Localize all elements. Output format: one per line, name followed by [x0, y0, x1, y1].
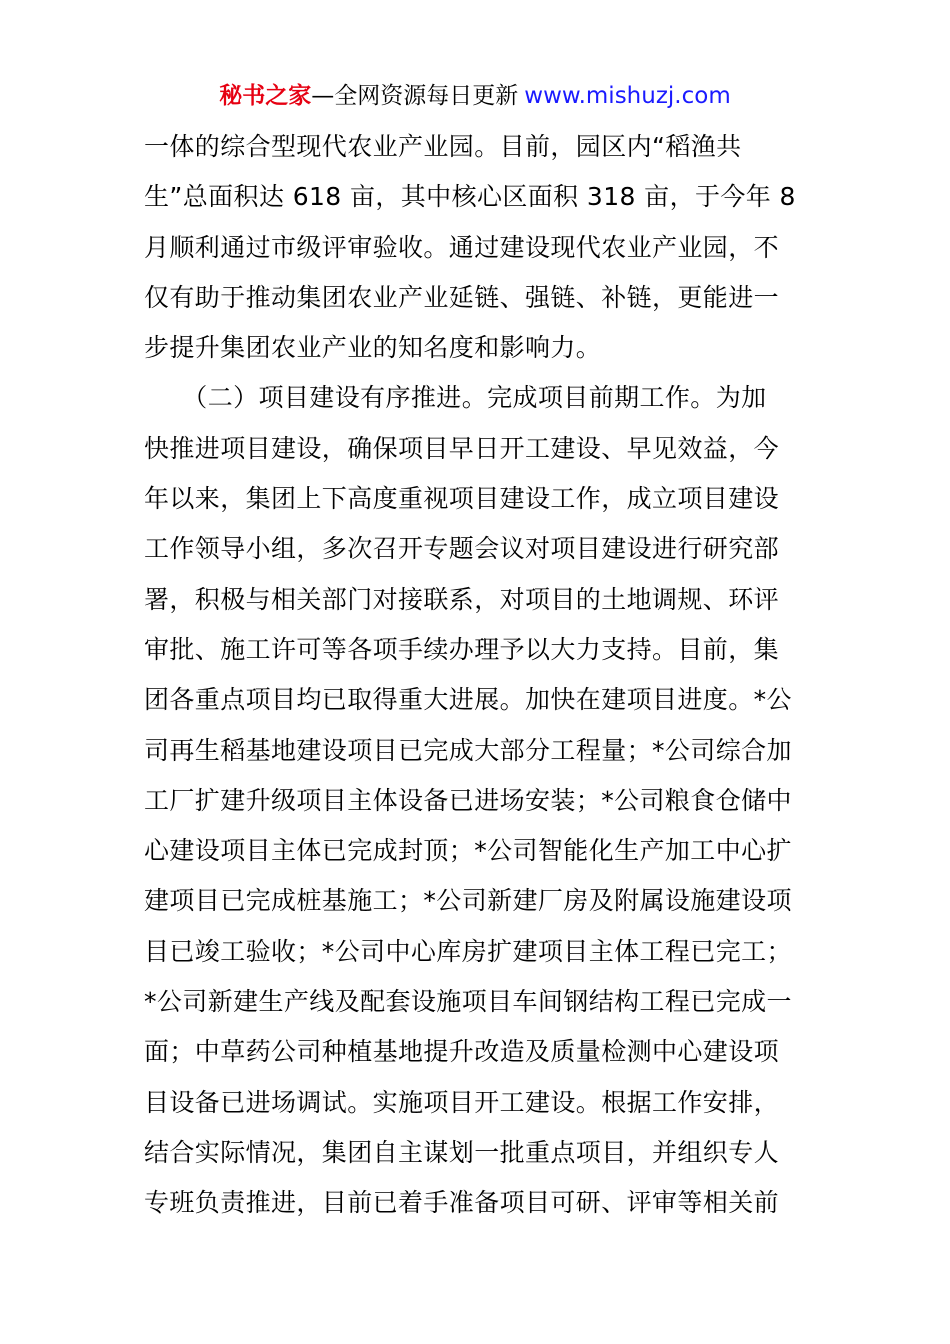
text-line: 团各重点项目均已取得重大进展。加快在建项目进度。*公 — [144, 685, 792, 715]
text-line: 署，积极与相关部门对接联系，对项目的土地调规、环评 — [144, 584, 780, 614]
text-line: 快推进项目建设，确保项目早日开工建设、早见效益，今 — [144, 433, 780, 463]
text-line: 结合实际情况，集团自主谋划一批重点项目，并组织专人 — [144, 1137, 780, 1167]
text-line: *公司新建生产线及配套设施项目车间钢结构工程已完成一 — [144, 987, 792, 1017]
text-line: 工作领导小组，多次召开专题会议对项目建设进行研究部 — [144, 534, 780, 564]
text-line: 仅有助于推动集团农业产业延链、强链、补链，更能进一 — [144, 282, 780, 312]
text-line: 一体的综合型现代农业产业园。目前，园区内“稻渔共 — [144, 132, 742, 161]
site-url-link[interactable]: www.mishuzj.com — [524, 83, 731, 109]
site-brand: 秘书之家 — [219, 83, 312, 109]
text-line: 生”总面积达 618 亩，其中核心区面积 318 亩，于今年 8 — [144, 182, 796, 212]
text-line: 步提升集团农业产业的知名度和影响力。 — [144, 333, 602, 363]
text-line: 面；中草药公司种植基地提升改造及质量检测中心建设项 — [144, 1037, 780, 1067]
text-line: 工厂扩建升级项目主体设备已进场安装；*公司粮食仓储中 — [144, 785, 792, 815]
text-line: 月顺利通过市级评审验收。通过建设现代农业产业园，不 — [144, 232, 780, 262]
site-tagline: —全网资源每日更新 — [311, 83, 519, 109]
document-body — [144, 122, 809, 1229]
text-line: 建项目已完成桩基施工；*公司新建厂房及附属设施建设项 — [144, 886, 792, 916]
text-line: 审批、施工许可等各项手续办理予以大力支持。目前，集 — [144, 634, 780, 664]
text-line: 专班负责推进，目前已着手准备项目可研、评审等相关前 — [144, 1188, 780, 1218]
text-line: （二）项目建设有序推进。完成项目前期工作。为加 — [144, 383, 767, 413]
text-line: 司再生稻基地建设项目已完成大部分工程量；*公司综合加 — [144, 735, 792, 765]
text-line: 心建设项目主体已完成封顶；*公司智能化生产加工中心扩 — [144, 836, 792, 866]
text-line: 年以来，集团上下高度重视项目建设工作，成立项目建设 — [144, 484, 780, 514]
text-line: 目设备已进场调试。实施项目开工建设。根据工作安排， — [144, 1087, 780, 1117]
text-line: 目已竣工验收；*公司中心库房扩建项目主体工程已完工； — [144, 936, 792, 966]
site-header — [0, 80, 950, 112]
